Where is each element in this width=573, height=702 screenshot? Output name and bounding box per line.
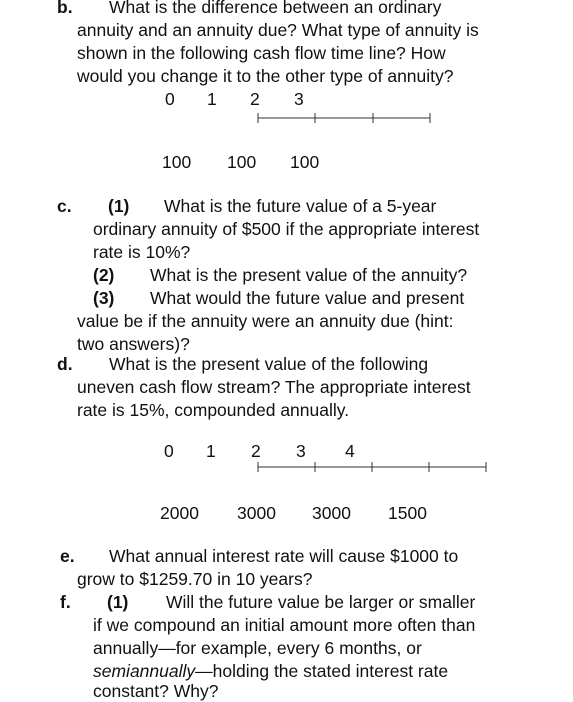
question-text-line: if we compound an initial amount more often than <box>93 615 476 635</box>
period-label: 0 <box>165 89 175 109</box>
question-text-line: grow to $1259.70 in 10 years? <box>77 569 313 589</box>
period-label: 2 <box>250 89 260 109</box>
question-text-line: constant? Why? <box>93 681 219 701</box>
question-text-line: What is the future value of a 5-year <box>164 196 437 216</box>
question-text-line: rate is 10%? <box>93 242 191 262</box>
question-text-line: What annual interest rate will cause $1000 to <box>109 546 459 566</box>
question-text-line: shown in the following cash flow time line? How <box>77 43 446 63</box>
subpart-label: (2) <box>93 265 115 285</box>
question-text-line: What would the future value and present <box>150 288 465 308</box>
emphasis-term: semiannually <box>93 661 196 681</box>
question-text-line: ordinary annuity of $500 if the appropriate interest <box>93 219 480 239</box>
question-text-line: Will the future value be larger or smaller <box>166 592 476 612</box>
question-label: f. <box>60 592 71 612</box>
subpart-label: (3) <box>93 288 115 308</box>
question-text-line: two answers)? <box>77 334 190 354</box>
subpart-label: (1) <box>107 592 129 612</box>
cash-flow-value: 100 <box>290 152 320 172</box>
question-text-line: annually—for example, every 6 months, or <box>93 638 422 658</box>
cash-flow-value: 2000 <box>160 503 199 523</box>
subpart-label: (1) <box>108 196 130 216</box>
question-text-line: What is the difference between an ordinary <box>109 0 442 17</box>
period-label: 2 <box>251 441 261 461</box>
period-label: 1 <box>206 441 216 461</box>
question-text-line: rate is 15%, compounded annually. <box>77 400 350 420</box>
question-label: d. <box>57 354 73 374</box>
question-text-line: would you change it to the other type of annuity? <box>77 66 454 86</box>
question-text-line: uneven cash flow stream? The appropriate interest <box>77 377 471 397</box>
period-label: 3 <box>296 441 306 461</box>
question-text-fragment: —holding the stated interest rate <box>195 661 449 681</box>
period-label: 3 <box>294 89 304 109</box>
question-label: e. <box>60 546 75 566</box>
question-text-line: annuity and an annuity due? What type of annuity is <box>77 20 479 40</box>
period-label: 4 <box>345 441 355 461</box>
question-text-line: value be if the annuity were an annuity due (hint: <box>77 311 454 331</box>
cash-flow-value: 3000 <box>312 503 351 523</box>
question-text-line: What is the present value of the following <box>109 354 429 374</box>
question-label: c. <box>57 196 72 216</box>
question-text-line <box>93 660 448 682</box>
question-label: b. <box>57 0 73 17</box>
period-label: 1 <box>207 89 217 109</box>
cash-flow-value: 1500 <box>388 503 427 523</box>
question-text-line: What is the present value of the annuity? <box>150 265 468 285</box>
period-label: 0 <box>164 441 174 461</box>
cash-flow-value: 100 <box>227 152 257 172</box>
cash-flow-value: 3000 <box>237 503 276 523</box>
cash-flow-value: 100 <box>162 152 192 172</box>
